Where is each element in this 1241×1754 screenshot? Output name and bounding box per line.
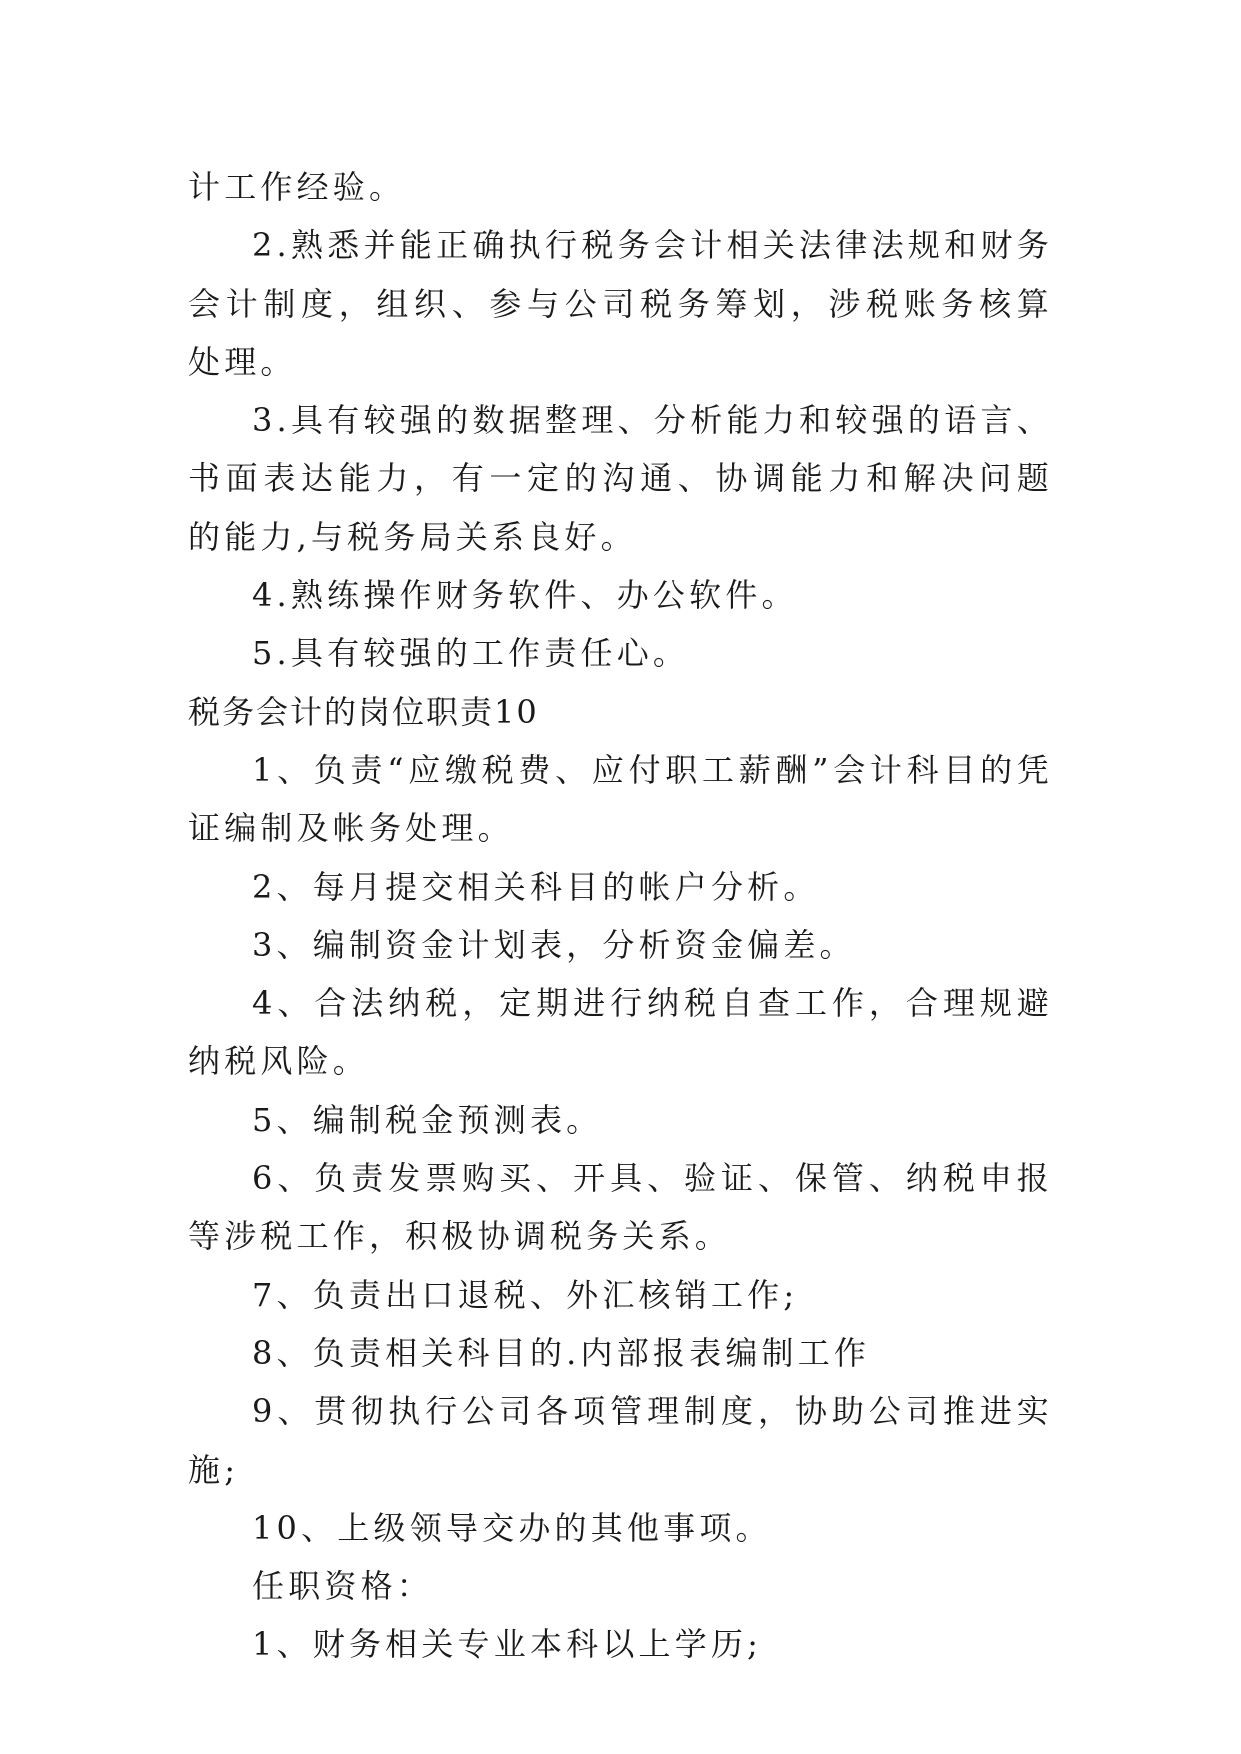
duty-item-4: 4、合法纳税，定期进行纳税自查工作，合理规避纳税风险。 xyxy=(188,984,1053,1081)
duty-item-5: 5、编制税金预测表。 xyxy=(252,1100,603,1139)
paragraph-item-4: 4.熟练操作财务软件、办公软件。 xyxy=(252,576,798,615)
section-heading: 税务会计的岗位职责10 xyxy=(188,692,539,731)
duty-item-2: 2、每月提交相关科目的帐户分析。 xyxy=(252,867,820,906)
duty-item-8: 8、负责相关科目的.内部报表编制工作 xyxy=(252,1333,871,1372)
duty-item-9: 9、贯彻执行公司各项管理制度，协助公司推进实施; xyxy=(188,1392,1053,1489)
document-body xyxy=(188,158,1053,1674)
duty-item-3: 3、编制资金计划表，分析资金偏差。 xyxy=(252,925,856,964)
duty-item-6: 6、负责发票购买、开具、验证、保管、纳税申报等涉税工作，积极协调税务关系。 xyxy=(188,1159,1053,1256)
qualification-item-1: 1、财务相关专业本科以上学历; xyxy=(252,1625,763,1664)
paragraph-continuation: 计工作经验。 xyxy=(188,168,406,206)
duty-item-10: 10、上级领导交办的其他事项。 xyxy=(252,1508,772,1547)
paragraph-item-3: 3.具有较强的数据整理、分析能力和较强的语言、书面表达能力，有一定的沟通、协调能力和解决问题的能力,与税务局关系良好。 xyxy=(188,401,1053,556)
duty-item-1: 1、负责“应缴税费、应付职工薪酬”会计科目的凭证编制及帐务处理。 xyxy=(188,750,1053,848)
qualifications-heading: 任职资格： xyxy=(252,1567,434,1606)
paragraph-item-2: 2.熟悉并能正确执行税务会计相关法律法规和财务会计制度，组织、参与公司税务筹划，涉税账务核算处理。 xyxy=(188,226,1053,381)
paragraph-item-5: 5.具有较强的工作责任心。 xyxy=(252,634,690,673)
duty-item-7: 7、负责出口退税、外汇核销工作; xyxy=(252,1275,799,1314)
